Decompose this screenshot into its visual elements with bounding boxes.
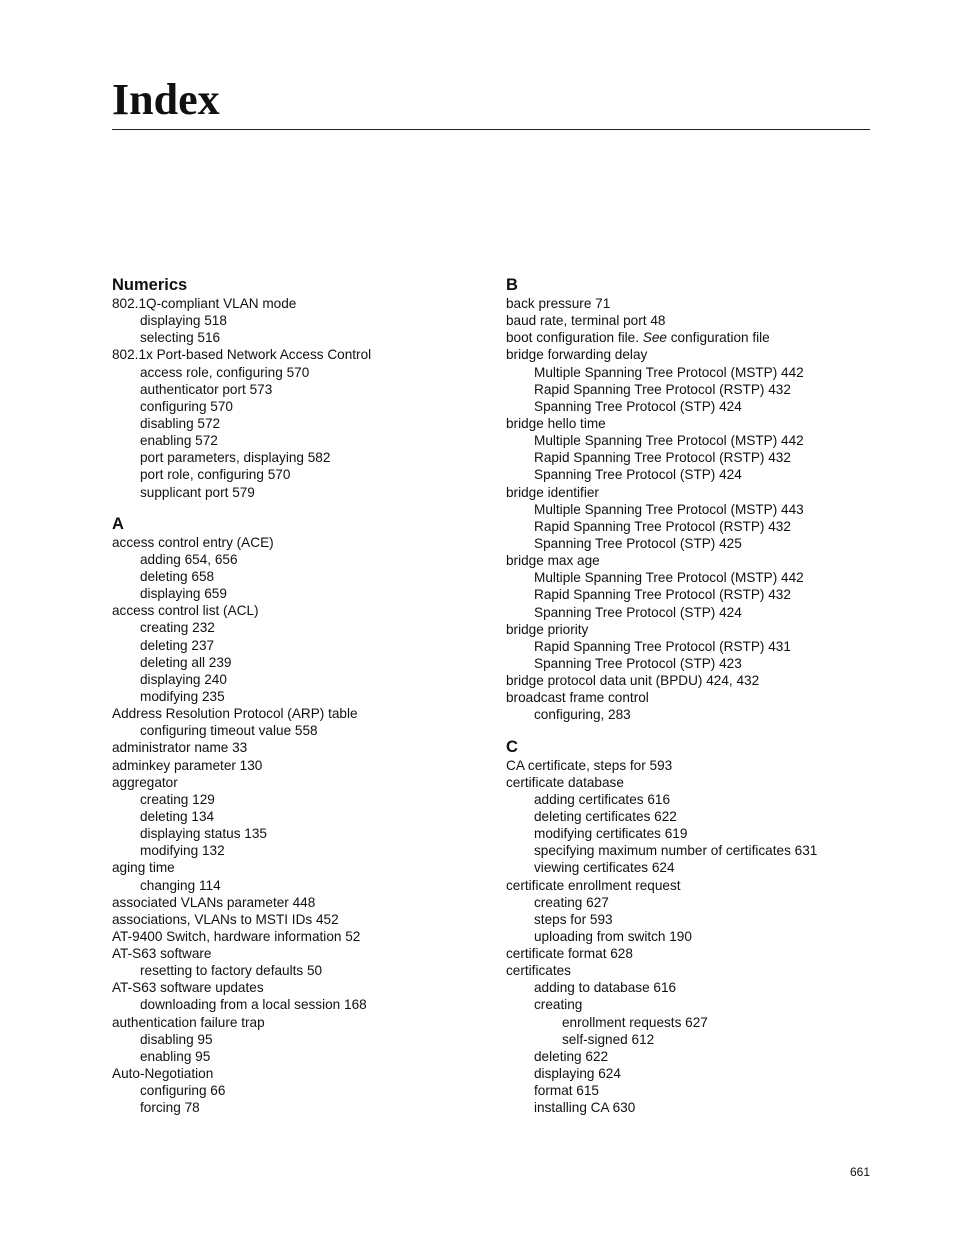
- index-entry: authentication failure trap: [112, 1014, 265, 1030]
- index-entry: aggregator: [112, 774, 178, 790]
- index-subentry: configuring, 283: [534, 707, 631, 723]
- index-subentry: forcing 78: [140, 1100, 200, 1116]
- index-subentry: Spanning Tree Protocol (STP) 424: [534, 398, 742, 414]
- page-number: 661: [850, 1165, 871, 1179]
- index-subentry: creating 129: [140, 791, 215, 807]
- index-subentry: format 615: [534, 1083, 599, 1099]
- index-subentry: installing CA 630: [534, 1100, 636, 1116]
- index-subentry: Spanning Tree Protocol (STP) 425: [534, 535, 742, 551]
- index-subentry: displaying 659: [140, 586, 227, 602]
- index-subentry: Rapid Spanning Tree Protocol (RSTP) 432: [534, 587, 791, 603]
- index-subentry: uploading from switch 190: [534, 928, 692, 944]
- index-subentry: supplicant port 579: [140, 484, 255, 500]
- index-section: [506, 737, 866, 1117]
- index-subentry: deleting 134: [140, 808, 215, 824]
- index-subentry: enrollment requests 627: [562, 1014, 708, 1030]
- index-subentry: deleting 237: [140, 637, 215, 653]
- index-entry: [506, 329, 866, 346]
- section-heading: A: [112, 514, 124, 533]
- index-subentry: Spanning Tree Protocol (STP) 424: [534, 604, 742, 620]
- index-subentry: configuring timeout value 558: [140, 723, 318, 739]
- index-subentry: displaying 624: [534, 1066, 621, 1082]
- index-subentry: enabling 572: [140, 433, 218, 449]
- index-entry: bridge hello time: [506, 415, 606, 431]
- index-subentry: Spanning Tree Protocol (STP) 423: [534, 655, 742, 671]
- index-subentry: steps for 593: [534, 911, 613, 927]
- index-subentry: Multiple Spanning Tree Protocol (MSTP) 443: [534, 501, 804, 517]
- index-entry: access control list (ACL): [112, 603, 259, 619]
- index-entry: bridge identifier: [506, 484, 599, 500]
- index-column-right: [506, 275, 866, 1129]
- section-heading: Numerics: [112, 276, 188, 294]
- section-heading: B: [506, 276, 518, 294]
- index-entry: AT-9400 Switch, hardware information 52: [112, 928, 361, 944]
- index-subentry: disabling 572: [140, 415, 221, 431]
- index-subentry: Multiple Spanning Tree Protocol (MSTP) 442: [534, 433, 804, 449]
- index-entry: 802.1x Port-based Network Access Control: [112, 347, 372, 363]
- index-subentry: viewing certificates 624: [534, 860, 675, 876]
- index-entry: bridge priority: [506, 621, 589, 637]
- index-entry: AT-S63 software updates: [112, 980, 264, 996]
- index-subentry: Multiple Spanning Tree Protocol (MSTP) 442: [534, 570, 804, 586]
- title-rule: [112, 129, 870, 130]
- index-subentry: selecting 516: [140, 330, 221, 346]
- index-entry: bridge forwarding delay: [506, 347, 648, 363]
- index-subentry: configuring 66: [140, 1083, 226, 1099]
- entry-text: boot configuration file.: [506, 330, 643, 346]
- index-subentry: disabling 95: [140, 1031, 213, 1047]
- index-subentry: adding 654, 656: [140, 551, 238, 567]
- index-subentry: Rapid Spanning Tree Protocol (RSTP) 432: [534, 381, 791, 397]
- entry-text-after: configuration file: [666, 330, 770, 346]
- index-entry: adminkey parameter 130: [112, 757, 263, 773]
- index-entry: certificate database: [506, 774, 624, 790]
- index-subentry: Rapid Spanning Tree Protocol (RSTP) 432: [534, 518, 791, 534]
- index-subentry: deleting certificates 622: [534, 808, 677, 824]
- index-entry: access control entry (ACE): [112, 534, 274, 550]
- index-entry: administrator name 33: [112, 740, 248, 756]
- index-subentry: modifying certificates 619: [534, 826, 688, 842]
- see-reference: See: [642, 330, 667, 346]
- index-subentry: changing 114: [140, 877, 221, 893]
- index-entry: aging time: [112, 860, 175, 876]
- index-subentry: resetting to factory defaults 50: [140, 963, 323, 979]
- page-title: Index: [112, 75, 220, 124]
- section-heading: C: [506, 737, 518, 756]
- index-subentry: creating 232: [140, 620, 215, 636]
- index-subentry: deleting all 239: [140, 654, 232, 670]
- index-entry: AT-S63 software: [112, 946, 212, 962]
- index-subentry: downloading from a local session 168: [140, 997, 367, 1013]
- index-subentry: enabling 95: [140, 1048, 211, 1064]
- index-subentry: self-signed 612: [562, 1031, 655, 1047]
- index-entry: associated VLANs parameter 448: [112, 894, 316, 910]
- index-subentry: specifying maximum number of certificates 631: [534, 843, 818, 859]
- index-subentry: deleting 622: [534, 1048, 609, 1064]
- index-subentry: configuring 570: [140, 398, 233, 414]
- index-entry: bridge max age: [506, 553, 600, 569]
- index-subentry: creating: [534, 997, 583, 1013]
- index-entry: certificates: [506, 963, 571, 979]
- index-subentry: adding certificates 616: [534, 791, 671, 807]
- index-entry: back pressure 71: [506, 296, 611, 311]
- index-subentry: Spanning Tree Protocol (STP) 424: [534, 467, 742, 483]
- index-entry: 802.1Q-compliant VLAN mode: [112, 296, 297, 311]
- index-entry: certificate format 628: [506, 946, 633, 962]
- index-subentry: access role, configuring 570: [140, 364, 310, 380]
- index-subentry: Rapid Spanning Tree Protocol (RSTP) 432: [534, 450, 791, 466]
- index-subentry: displaying 240: [140, 671, 227, 687]
- index-subentry: deleting 658: [140, 568, 215, 584]
- index-subentry: Multiple Spanning Tree Protocol (MSTP) 442: [534, 364, 804, 380]
- index-subentry: Rapid Spanning Tree Protocol (RSTP) 431: [534, 638, 791, 654]
- index-entry: Address Resolution Protocol (ARP) table: [112, 706, 358, 722]
- index-subentry: port parameters, displaying 582: [140, 450, 331, 466]
- index-entry: associations, VLANs to MSTI IDs 452: [112, 911, 339, 927]
- index-entry: baud rate, terminal port 48: [506, 313, 666, 329]
- index-section: [112, 275, 472, 501]
- index-entry: Auto-Negotiation: [112, 1066, 214, 1082]
- index-entry: broadcast frame control: [506, 690, 649, 706]
- index-subentry: modifying 132: [140, 843, 225, 859]
- index-subentry: creating 627: [534, 894, 609, 910]
- index-subentry: adding to database 616: [534, 980, 677, 996]
- index-entry: CA certificate, steps for 593: [506, 757, 673, 773]
- index-column-left: [112, 275, 472, 1129]
- index-subentry: displaying status 135: [140, 826, 267, 842]
- index-subentry: displaying 518: [140, 313, 227, 329]
- index-subentry: port role, configuring 570: [140, 467, 291, 483]
- index-section: [112, 514, 472, 1117]
- index-subentry: authenticator port 573: [140, 381, 273, 397]
- index-entry: bridge protocol data unit (BPDU) 424, 432: [506, 673, 760, 689]
- index-subentry: modifying 235: [140, 688, 225, 704]
- index-entry: certificate enrollment request: [506, 877, 681, 893]
- index-section: [506, 275, 866, 724]
